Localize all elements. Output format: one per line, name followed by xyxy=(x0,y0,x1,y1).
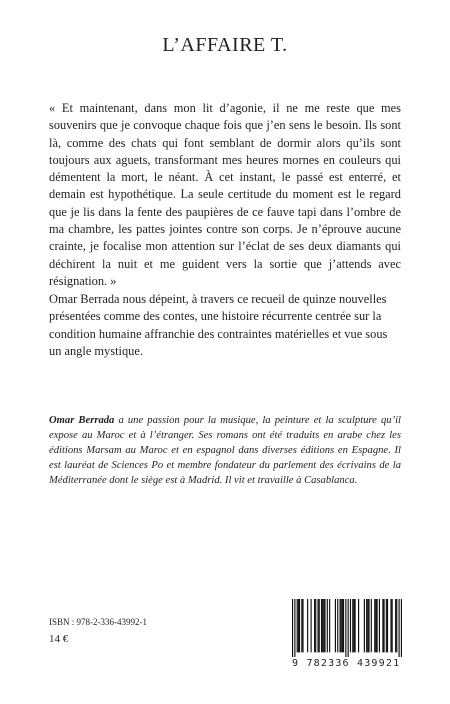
isbn: ISBN : 978-2-336-43992-1 xyxy=(49,617,147,627)
barcode-bar xyxy=(352,599,353,652)
barcode-bar xyxy=(297,599,298,652)
book-summary: Omar Berrada nous dépeint, à travers ce recueil de quinze nouvelles présentées comme des contes, une histoire récurrente centrée sur la condition humaine affranchie des contraintes matérielles et vue sous un angle mystique. xyxy=(49,292,388,358)
barcode-bar xyxy=(321,599,322,652)
barcode-bar xyxy=(379,599,380,652)
barcode-bar xyxy=(374,599,375,652)
barcode-bar xyxy=(343,599,344,652)
barcode-bar xyxy=(382,599,383,652)
barcode-bar xyxy=(315,599,316,652)
barcode-bar xyxy=(324,599,325,652)
barcode-bar xyxy=(314,599,315,652)
barcode-bar xyxy=(395,599,396,652)
barcode-bar xyxy=(375,599,376,652)
barcode-bar xyxy=(387,599,388,652)
barcode-bar xyxy=(364,599,365,652)
barcode-bar xyxy=(390,599,391,652)
barcode-bar xyxy=(311,599,312,652)
barcode-bar xyxy=(353,599,354,652)
barcode-bar xyxy=(345,599,346,657)
barcode-bar xyxy=(337,599,338,652)
barcode-bar xyxy=(299,599,300,652)
author-bio xyxy=(49,413,401,488)
barcode-bar xyxy=(392,599,393,652)
barcode-bar xyxy=(366,599,367,652)
barcode-bar xyxy=(323,599,324,652)
barcode-bar xyxy=(358,599,359,652)
barcode-bar xyxy=(322,599,323,652)
barcode-bar xyxy=(348,599,349,657)
author-bio-text: a une passion pour la musique, la peinture et la sculpture qu’il expose au Maroc et à l’étranger. Ses romans ont été traduits en arabe chez les éditions Marsam au Maroc et en espagnol dans diverses éditions en Espagne. Il est lauréat de Sciences Po et membre fondateur du parlement des écrivains de la Méditerranée dont le siège est à Madrid. Il vit et travaille à Casablanca. xyxy=(49,415,401,486)
barcode-bar xyxy=(367,599,368,652)
price: 14 € xyxy=(49,633,69,645)
barcode-bar xyxy=(317,599,318,652)
barcode-bar xyxy=(298,599,299,652)
author-name: Omar Berrada xyxy=(49,415,115,426)
barcode-bar xyxy=(342,599,343,652)
excerpt-quote: « Et maintenant, dans mon lit d’agonie, il ne me reste que mes souvenirs que je convoque chaque fois que j’en sens le besoin. Ils sont là, comme des chats qui font semblant de dormir alors qu’ils sont toujours aux aguets, transformant mes heures mornes en couleurs qui démentent la mort, le néant. À cet instant, le passé est enterré, et demain est hypothétique. La seule certitude du moment est le regard que je lis dans la fente des paupières de ce fauve tapi dans l’ombre de ma chambre, les pattes jointes contre son corps. Je n’éprouve aucune crainte, je focalise mon attention sur l’éclat de ses deux diamants qui déchirent la nuit et me guident vers la sortie que j’attends avec résignation. » xyxy=(49,101,401,288)
barcode-bar xyxy=(396,599,397,652)
barcode-bar xyxy=(319,599,320,652)
barcode-bar xyxy=(339,599,340,652)
barcode-bar xyxy=(350,599,351,652)
book-title: L’AFFAIRE T. xyxy=(162,34,288,56)
barcode-bar xyxy=(301,599,302,652)
barcode-bar xyxy=(307,599,308,652)
barcode-bar xyxy=(401,599,402,657)
barcode-digits: 9 782336 439921 xyxy=(292,658,401,669)
barcode-bar xyxy=(294,599,295,657)
barcode-bar xyxy=(399,599,400,657)
barcode-bar xyxy=(371,599,372,652)
barcode-bar xyxy=(368,599,369,652)
barcode-bar xyxy=(386,599,387,652)
barcode-bar xyxy=(327,599,328,652)
barcode-bar xyxy=(302,599,303,652)
barcode-bar xyxy=(292,599,293,657)
barcode-bar xyxy=(335,599,336,652)
barcode-bar xyxy=(341,599,342,652)
barcode-bar xyxy=(329,599,330,652)
barcode xyxy=(292,599,402,657)
barcode-bar xyxy=(377,599,378,652)
barcode-bar xyxy=(383,599,384,652)
barcode-bar xyxy=(355,599,356,652)
